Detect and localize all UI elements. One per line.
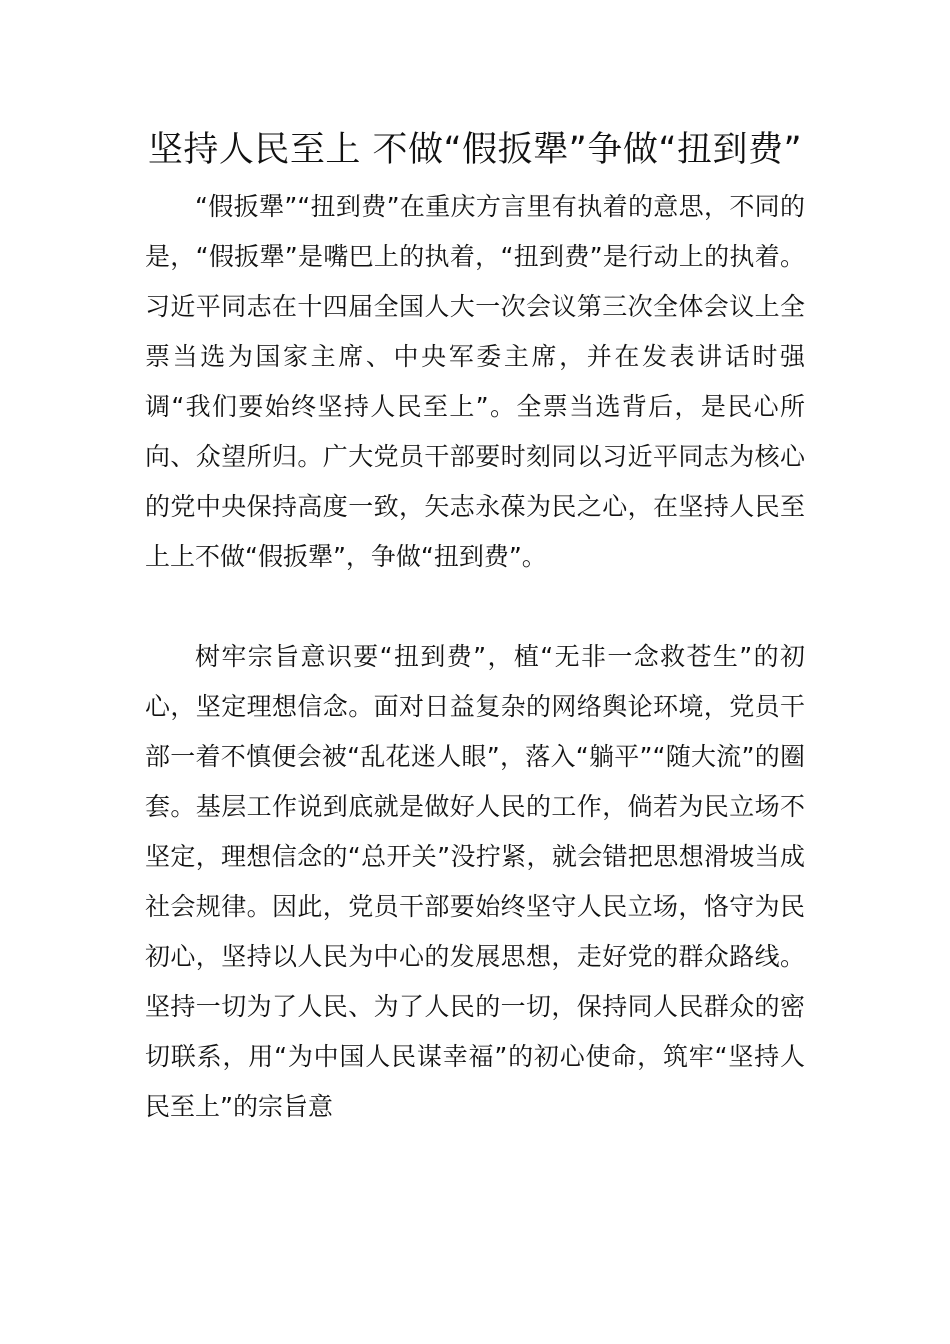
paragraph-spacer (145, 582, 805, 632)
document-title: 坚持人民至上 不做“假扳犟”争做“扭到费” (147, 130, 803, 170)
paragraph-2: 树牢宗旨意识要“扭到费”，植“无非一念救苍生”的初心，坚定理想信念。面对日益复杂的网络舆论环境，党员干部一着不慎便会被“乱花迷人眼”，落入“躺平”“随大流”的圈套。基层工作说到底就是做好人民的工作，倘若为民立场不坚定，理想信念的“总开关”没拧紧，就会错把思想滑坡当成社会规律。因此，党员干部要始终坚守人民立场，恪守为民初心，坚持以人民为中心的发展思想，走好党的群众路线。坚持一切为了人民、为了人民的一切，保持同人民群众的密切联系，用“为中国人民谋幸福”的初心使命，筑牢“坚持人民至上”的宗旨意 (145, 642, 805, 1121)
paragraph-1: “假扳犟”“扭到费”在重庆方言里有执着的意思，不同的是，“假扳犟”是嘴巴上的执着，“扭到费”是行动上的执着。习近平同志在十四届全国人大一次会议第三次全体会议上全票当选为国家主席、中央军委主席，并在发表讲话时强调“我们要始终坚持人民至上”。全票当选背后，是民心所向、众望所归。广大党员干部要时刻同以习近平同志为核心的党中央保持高度一致，矢志永葆为民之心，在坚持人民至上上不做“假扳犟”，争做“扭到费”。 (145, 192, 805, 571)
